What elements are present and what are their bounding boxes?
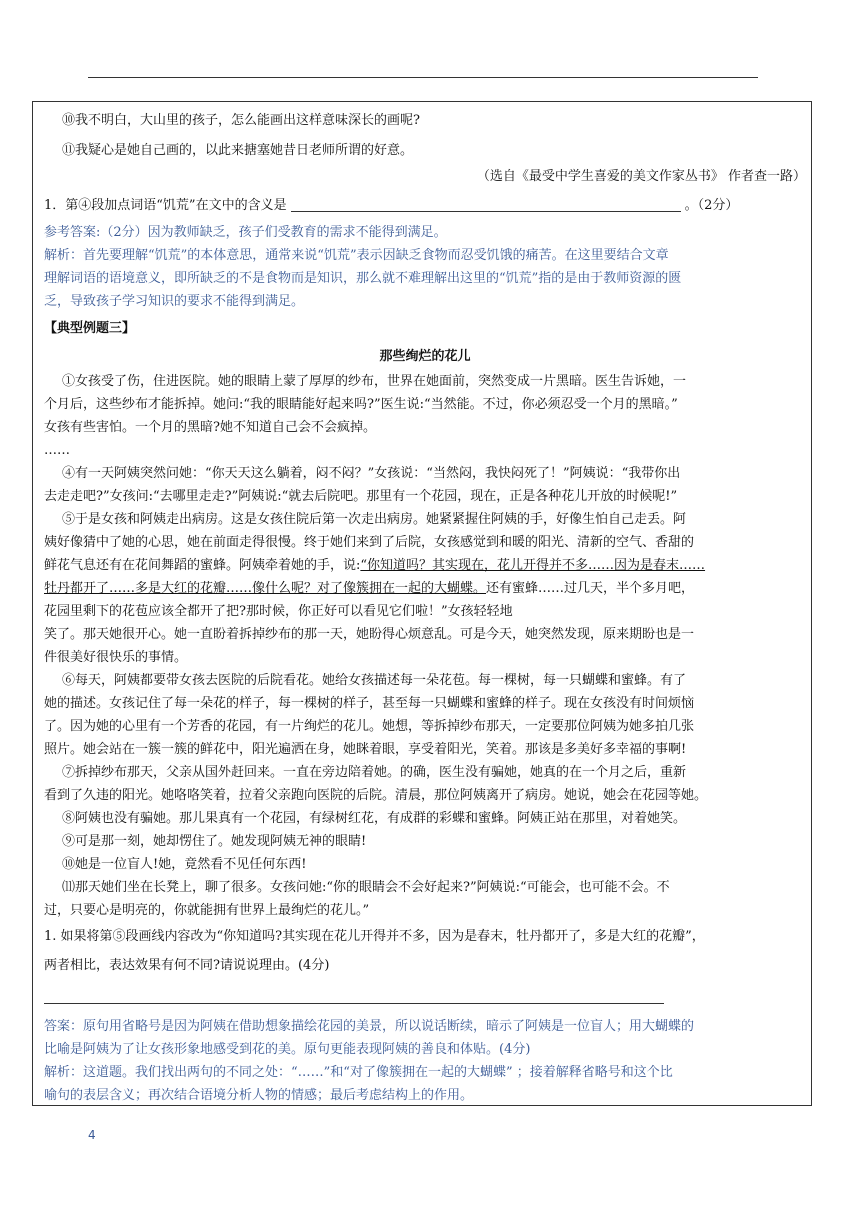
question-2-analysis-line: 喻句的表层含义；再次结合语境分析人物的情感；最后考虑结构上的作用。: [44, 1088, 474, 1103]
article-line: ⑦拆掉纱布那天，父亲从国外赶回来。一直在旁边陪着她。的确，医生没有骗她，她真的在一个月之后，重新: [62, 765, 687, 780]
article-line: ⑾那天她们坐在长凳上，聊了很多。女孩问她:“你的眼睛会不会好起来?”阿姨说:“可能会，也可能不会。不: [62, 880, 670, 895]
article-line: 姨好像猜中了她的心思，她在前面走得很慢。终于她们来到了后院，女孩感觉到和暖的阳光、清新的空气、香甜的: [44, 535, 695, 550]
question-1: [44, 195, 806, 217]
article-line: ⑨可是那一刻，她却愣住了。她发现阿姨无神的眼睛!: [62, 834, 367, 849]
passage-paragraph-11: ⑪我疑心是她自己画的，以此来搪塞她昔日老师所谓的好意。: [62, 143, 414, 158]
question-2-line: 1. 如果将第⑤段画线内容改为“你知道吗?其实现在花儿开得并不多，因为是春末，牡丹都开了，多是大红的花瓣”，: [44, 929, 705, 944]
article-line: ①女孩受了伤，住进医院。她的眼睛上蒙了厚厚的纱布，世界在她面前，突然变成一片黑暗。医生告诉她，一: [62, 374, 687, 389]
article-line: 照片。她会站在一簇一簇的鲜花中，阳光遍洒在身，她眯着眼，享受着阳光，笑着。那该是多美好多幸福的事啊!: [44, 742, 687, 757]
question-1-answer: 参考答案:（2分）因为教师缺乏，孩子们受教育的需求不能得到满足。: [44, 225, 447, 240]
article-line: 女孩有些害怕。一个月的黑暗?她不知道自己会不会疯掉。: [44, 420, 376, 435]
question-1-analysis-line: 解析：首先要理解“饥荒”的本体意思，通常来说“饥荒”表示因缺乏食物而忍受饥饿的痛苦。在这里要结合文章: [44, 248, 669, 263]
example-heading: 【典型例题三】: [44, 321, 136, 336]
question-2-analysis-line: 解析：这道题。我们找出两句的不同之处：“……”和“对了像簇拥在一起的大蝴蝶” ；接着解释省略号和这个比: [44, 1065, 673, 1080]
article-line: 去走走吧?”女孩问:“去哪里走走?”阿姨说:“就去后院吧。那里有一个花园，现在，正是各种花儿开放的时候呢!”: [44, 489, 678, 504]
question-1-score: 。（2分）: [684, 198, 739, 213]
article-line: 个月后，这些纱布才能拆掉。她问:“我的眼睛能好起来吗?”医生说:“当然能。不过，你必须忍受一个月的黑暗。”: [44, 397, 678, 412]
answer-line[interactable]: [44, 1003, 664, 1004]
answer-blank[interactable]: [291, 197, 681, 212]
article-line: 她的描述。女孩记住了每一朵花的样子，每一棵树的样子，甚至每一只蝴蝶和蜜蜂的样子。现在女孩没有时间烦恼: [44, 696, 695, 711]
question-2-answer-line: 答案：原句用省略号是因为阿姨在借助想象描绘花园的美景，所以说话断续，暗示了阿姨是一位盲人；用大蝴蝶的: [44, 1019, 695, 1034]
article-line: 件很美好很快乐的事情。: [44, 650, 188, 665]
article-line: 看到了久违的阳光。她咯咯笑着，拉着父亲跑向医院的后院。清晨，那位阿姨离开了病房。她说，她会在花园等她。: [44, 788, 708, 803]
passage-source: （选自《最受中学生喜爱的美文作家丛书》 作者查一路）: [476, 169, 806, 184]
header-rule: [88, 77, 758, 78]
article-title: 那些绚烂的花儿: [379, 349, 471, 364]
question-2-line: 两者相比，表达效果有何不同?请说说理由。(4分): [44, 958, 330, 973]
passage-paragraph-10: ⑩我不明白，大山里的孩子，怎么能画出这样意味深长的画呢?: [62, 113, 420, 128]
underlined-sentence: 牡丹都开了……多是大红的花瓣……像什么呢？对了像簇拥在一起的大蝴蝶。: [44, 581, 487, 596]
question-1-prompt: 1．第④段加点词语“饥荒”在文中的含义是: [44, 198, 287, 213]
article-line: 花园里剩下的花苞应该全都开了把?那时候，你正好可以看见它们啦！”女孩轻轻地: [44, 604, 513, 619]
article-line: ⑩她是一位盲人!她，竟然看不见任何东西!: [62, 857, 307, 872]
article-ellipsis: ……: [44, 443, 70, 458]
article-line: 了。因为她的心里有一个芳香的花园，有一片绚烂的花儿。她想，等拆掉纱布那天，一定要那位阿姨为她多拍几张: [44, 719, 695, 734]
article-line: ⑥每天，阿姨都要带女孩去医院的后院看花。她给女孩描述每一朵花苞。每一棵树，每一只蝴蝶和蜜蜂。有了: [62, 673, 687, 688]
article-line: ④有一天阿姨突然问她：“你天天这么躺着，闷不闷？”女孩说：“当然闷，我快闷死了！”阿姨说：“我带你出: [62, 466, 681, 481]
article-line: 过，只要心是明亮的，你就能拥有世界上最绚烂的花儿。”: [44, 903, 370, 918]
question-1-analysis-line: 乏，导致孩子学习知识的要求不能得到满足。: [44, 294, 305, 309]
page-number: 4: [88, 1128, 96, 1142]
question-2-answer-line: 比喻是阿姨为了让女孩形象地感受到花的美。原句更能表现阿姨的善良和体贴。(4分): [44, 1042, 531, 1057]
article-line: ⑧阿姨也没有骗她。那儿果真有一个花园，有绿树红花，有成群的彩蝶和蜜蜂。阿姨正站在那里，对着她笑。: [62, 811, 687, 826]
underlined-sentence: “你知道吗？其实现在，花儿开得并不多……因为是春末……: [360, 558, 706, 573]
question-1-analysis-line: 理解词语的语境意义，即所缺乏的不是食物而是知识，那么就不难理解出这里的“饥荒”指的是由于教师资源的匮: [44, 271, 682, 286]
article-line: 笑了。那天她很开心。她一直盼着拆掉纱布的那一天，她盼得心烦意乱。可是今天，她突然发现，原来期盼也是一: [44, 627, 695, 642]
article-line: ⑤于是女孩和阿姨走出病房。这是女孩住院后第一次走出病房。她紧紧握住阿姨的手，好像生怕自己走丢。阿: [62, 512, 687, 527]
article-text: 还有蜜蜂……过几天，半个多月吧，: [486, 581, 695, 596]
article-line: [44, 555, 806, 577]
article-line: [44, 578, 806, 600]
article-text: 鲜花气息还有在花间舞蹈的蜜蜂。阿姨牵着她的手，说:: [44, 558, 361, 573]
